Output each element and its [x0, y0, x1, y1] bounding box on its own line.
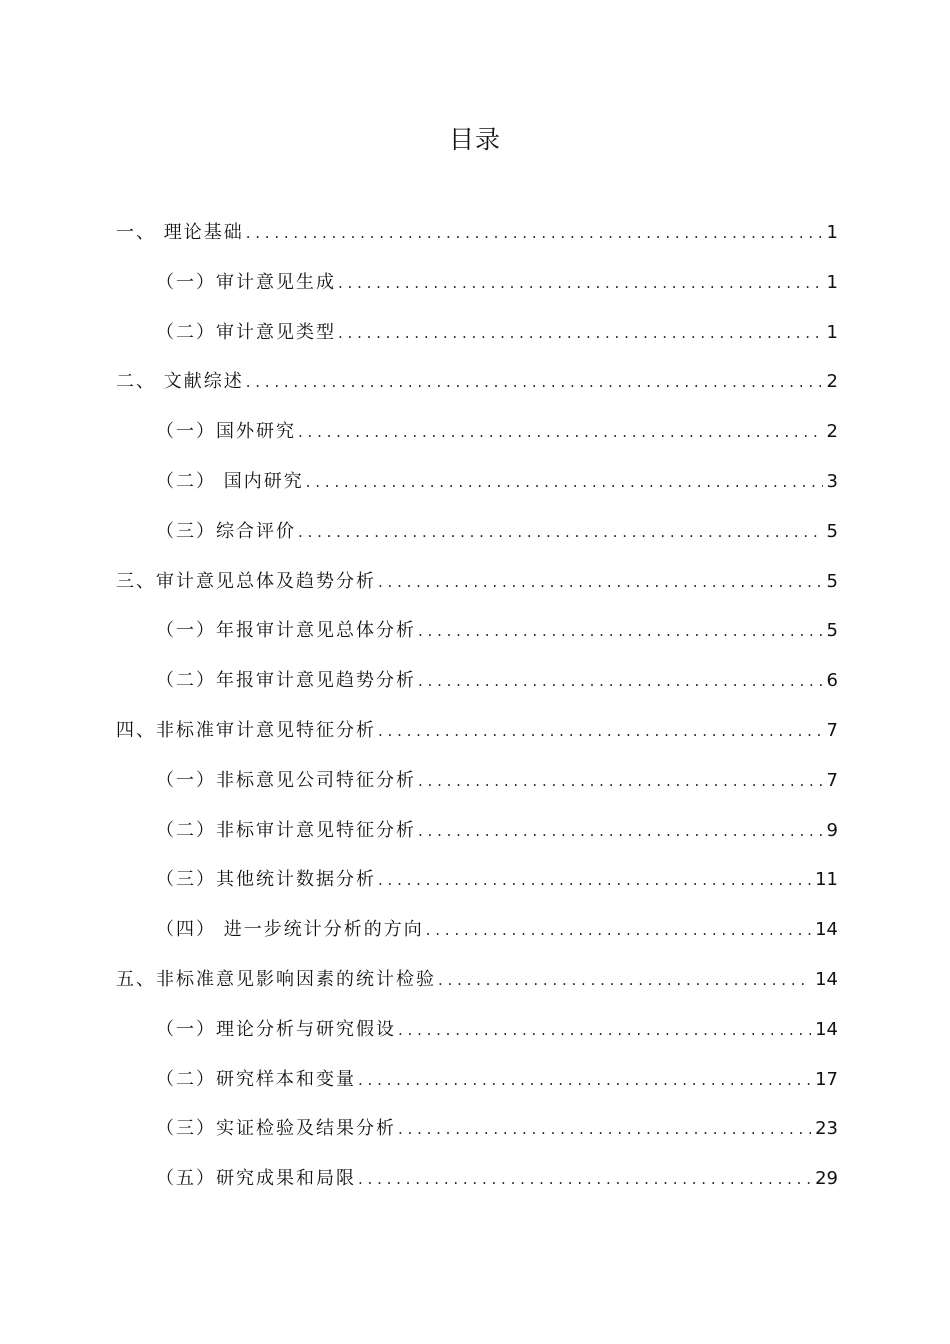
dot-leader [418, 622, 823, 640]
dot-leader [246, 224, 823, 242]
toc-entry-label: 三、审计意见总体及趋势分析 [116, 570, 376, 592]
dot-leader [438, 971, 811, 989]
toc-entry-label: 四、非标准审计意见特征分析 [116, 719, 376, 741]
toc-entry[interactable] [116, 716, 838, 766]
toc-entry-label: （一）国外研究 [156, 421, 296, 443]
toc-entry-label: （四） 进一步统计分析的方向 [156, 919, 424, 941]
toc-entry[interactable] [116, 865, 838, 915]
dot-leader [246, 373, 823, 391]
toc-entry-page: 2 [826, 421, 838, 443]
dot-leader [378, 573, 823, 591]
toc-entry-page: 5 [826, 520, 838, 542]
toc-entry-label: （二） 国内研究 [156, 470, 304, 492]
toc-entry[interactable] [116, 517, 838, 567]
toc-entry-label: （一）审计意见生成 [156, 271, 336, 293]
toc-entry-label: （一）非标意见公司特征分析 [156, 769, 416, 791]
dot-leader [358, 1170, 811, 1188]
toc-entry-page: 11 [815, 869, 838, 891]
toc-entry-page: 9 [826, 819, 838, 841]
dot-leader [418, 822, 823, 840]
toc-entry[interactable] [116, 816, 838, 866]
toc-entry-label: （五）研究成果和局限 [156, 1168, 356, 1190]
toc-entry-page: 5 [826, 570, 838, 592]
toc-entry[interactable] [116, 567, 838, 617]
toc-entry-label: （一）年报审计意见总体分析 [156, 620, 416, 642]
toc-entry-label: 一、 理论基础 [116, 222, 244, 243]
dot-leader [306, 473, 823, 491]
toc-entry[interactable] [116, 965, 838, 1015]
toc-entry-page: 23 [815, 1118, 838, 1140]
toc-entry[interactable] [116, 417, 838, 467]
toc-entry-page: 14 [815, 1018, 838, 1040]
toc-entry-page: 14 [815, 919, 838, 941]
dot-leader [378, 722, 823, 740]
toc-entry-label: （二）非标审计意见特征分析 [156, 819, 416, 841]
dot-leader [418, 772, 823, 790]
toc-entry[interactable] [116, 766, 838, 816]
toc-entry-page: 7 [826, 719, 838, 741]
toc-entry-page: 2 [826, 371, 838, 393]
toc-entry-label: （一）理论分析与研究假设 [156, 1018, 396, 1040]
toc-entry[interactable] [116, 467, 838, 517]
toc-entry[interactable] [116, 1114, 838, 1164]
toc-entry[interactable] [116, 1065, 838, 1115]
dot-leader [398, 1120, 811, 1138]
dot-leader [426, 921, 811, 939]
dot-leader [358, 1071, 811, 1089]
toc-entry-page: 29 [815, 1168, 838, 1190]
toc-title: 目录 [448, 125, 501, 154]
toc-entry-page: 1 [826, 271, 838, 293]
dot-leader [298, 423, 823, 441]
dot-leader [338, 274, 823, 292]
toc-entry[interactable] [116, 616, 838, 666]
toc-entry-page: 6 [826, 670, 838, 692]
toc-entry[interactable] [116, 268, 838, 318]
toc-entry[interactable] [116, 218, 838, 268]
toc-entry-page: 17 [815, 1068, 838, 1090]
toc-entry-label: 二、 文献综述 [116, 371, 244, 393]
toc-entry[interactable] [116, 915, 838, 965]
dot-leader [338, 324, 823, 342]
toc-entry-page: 5 [826, 620, 838, 642]
dot-leader [398, 1021, 811, 1039]
dot-leader [418, 672, 823, 690]
toc-entry-label: （二）审计意见类型 [156, 321, 336, 343]
toc-entry[interactable] [116, 318, 838, 368]
toc-entry[interactable] [116, 367, 838, 417]
toc-entry-label: （三）综合评价 [156, 520, 296, 542]
toc-entry-label: （三）实证检验及结果分析 [156, 1118, 396, 1140]
toc-entry-label: （二）研究样本和变量 [156, 1068, 356, 1090]
toc-entry-label: （三）其他统计数据分析 [156, 869, 376, 891]
toc-entry[interactable] [116, 1015, 838, 1065]
toc-entry-page: 3 [826, 470, 838, 492]
toc-entry-page: 14 [815, 968, 838, 990]
toc-entry-page: 1 [826, 222, 838, 243]
dot-leader [378, 871, 811, 889]
table-of-contents [116, 218, 838, 1214]
toc-entry-label: （二）年报审计意见趋势分析 [156, 670, 416, 692]
toc-entry-page: 1 [826, 321, 838, 343]
dot-leader [298, 523, 823, 541]
toc-entry[interactable] [116, 666, 838, 716]
toc-entry[interactable] [116, 1164, 838, 1214]
toc-entry-label: 五、非标准意见影响因素的统计检验 [116, 968, 436, 990]
toc-entry-page: 7 [826, 769, 838, 791]
